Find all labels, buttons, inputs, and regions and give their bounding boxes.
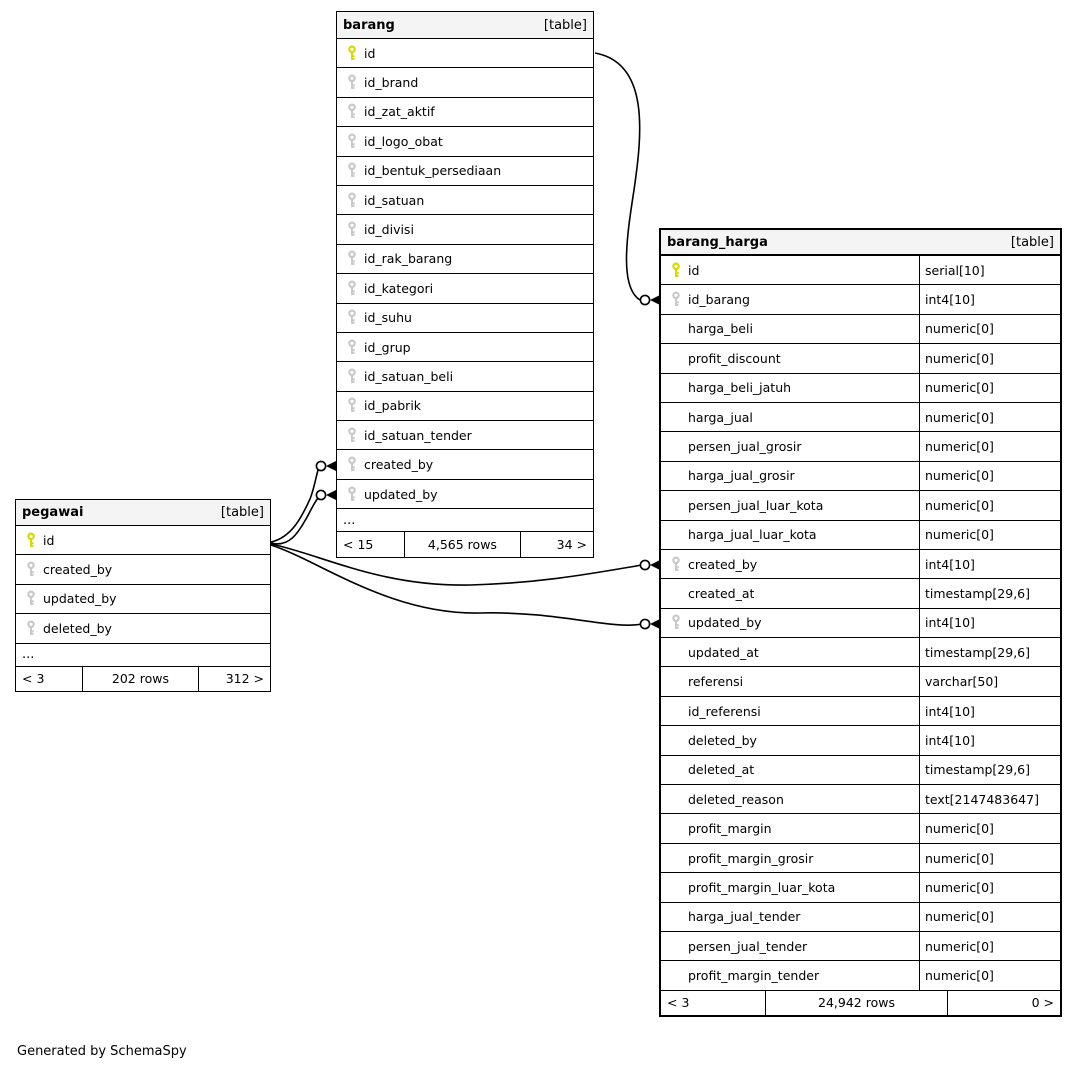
column-row-deleted_reason — [661, 785, 1060, 814]
footer-parents-count: 312 > — [225, 671, 264, 687]
footer-children-count: < 15 — [343, 537, 374, 553]
column-type: numeric[0] — [919, 462, 1060, 490]
column-type: timestamp[29,6] — [919, 756, 1060, 784]
column-type: numeric[0] — [919, 315, 1060, 343]
column-name: id_referensi — [688, 703, 761, 719]
foreign-key-icon — [342, 456, 362, 473]
foreign-key-icon — [342, 250, 362, 267]
column-name: persen_jual_tender — [688, 938, 808, 954]
column-type: int4[10] — [919, 285, 1060, 313]
column-type: int4[10] — [919, 697, 1060, 725]
column-name: deleted_reason — [688, 791, 784, 807]
column-row-id_logo_obat — [337, 127, 593, 156]
foreign-key-icon — [21, 620, 41, 637]
column-row-harga_beli_jatuh — [661, 374, 1060, 403]
foreign-key-icon — [342, 162, 362, 179]
column-name: profit_margin_luar_kota — [688, 879, 836, 895]
foreign-key-icon — [342, 486, 362, 503]
column-name: id_rak_barang — [364, 251, 453, 267]
column-row-id_satuan — [337, 186, 593, 215]
column-row-profit_margin_tender — [661, 961, 1060, 990]
column-type: numeric[0] — [919, 961, 1060, 989]
column-type: timestamp[29,6] — [919, 579, 1060, 607]
column-name: profit_margin — [688, 821, 772, 837]
footer-row-count: 24,942 rows — [765, 991, 949, 1015]
column-row-harga_jual_grosir — [661, 462, 1060, 491]
foreign-key-icon — [21, 590, 41, 607]
column-name: id_bentuk_persediaan — [364, 163, 502, 179]
column-type: numeric[0] — [919, 344, 1060, 372]
column-row-id_zat_aktif — [337, 98, 593, 127]
column-name: id_satuan_beli — [364, 368, 454, 384]
footer-row-count: 202 rows — [82, 667, 199, 691]
column-row-updated_by — [16, 585, 270, 614]
foreign-key-icon — [342, 221, 362, 238]
foreign-key-icon — [342, 103, 362, 120]
column-row-profit_margin — [661, 814, 1060, 843]
column-name: updated_by — [364, 486, 438, 502]
primary-key-icon — [21, 532, 41, 549]
column-row-id_divisi — [337, 215, 593, 244]
column-name: deleted_by — [688, 732, 757, 748]
column-row-id_satuan_tender — [337, 421, 593, 450]
column-name: id_kategori — [364, 280, 434, 296]
primary-key-icon — [666, 262, 686, 279]
column-row-created_by — [337, 450, 593, 479]
table-barang[interactable] — [336, 11, 594, 558]
column-name: id_logo_obat — [364, 133, 443, 149]
column-row-id_brand — [337, 68, 593, 97]
column-row-created_by — [661, 550, 1060, 579]
column-type: numeric[0] — [919, 521, 1060, 549]
column-row-id — [16, 526, 270, 555]
column-row-deleted_by — [16, 614, 270, 643]
column-type: numeric[0] — [919, 403, 1060, 431]
column-type: int4[10] — [919, 726, 1060, 754]
table-name[interactable]: barang_harga — [667, 234, 768, 250]
column-name: harga_beli — [688, 321, 753, 337]
column-row-updated_at — [661, 638, 1060, 667]
column-name: harga_beli_jatuh — [688, 380, 792, 396]
column-type: int4[10] — [919, 550, 1060, 578]
column-row-harga_jual_tender — [661, 903, 1060, 932]
column-row-id_satuan_beli — [337, 362, 593, 391]
table-header — [16, 500, 270, 526]
column-type: text[2147483647] — [919, 785, 1060, 813]
table-footer — [16, 667, 270, 691]
foreign-key-icon — [342, 397, 362, 414]
column-type: numeric[0] — [919, 491, 1060, 519]
generator-note: Generated by SchemaSpy — [17, 1044, 187, 1059]
column-row-id_suhu — [337, 304, 593, 333]
column-row-persen_jual_grosir — [661, 432, 1060, 461]
footer-row-count: 4,565 rows — [404, 532, 522, 557]
column-name: id_suhu — [364, 310, 412, 326]
footer-children-count: < 3 — [667, 995, 690, 1011]
table-header — [337, 12, 593, 39]
table-tag: [table] — [543, 17, 587, 33]
table-tag: [table] — [1010, 234, 1054, 250]
column-name: persen_jual_luar_kota — [688, 497, 824, 513]
column-row-created_by — [16, 555, 270, 584]
column-name: created_by — [688, 556, 758, 572]
open-dot — [316, 490, 325, 499]
column-type: timestamp[29,6] — [919, 638, 1060, 666]
column-name: id_barang — [688, 292, 750, 308]
column-type: numeric[0] — [919, 432, 1060, 460]
column-name: id_pabrik — [364, 398, 422, 414]
column-type: numeric[0] — [919, 873, 1060, 901]
column-name: created_by — [43, 562, 113, 578]
relationship-pegawai.id-to-barang.updated_by — [271, 490, 336, 544]
column-name: updated_by — [688, 615, 762, 631]
column-row-referensi — [661, 667, 1060, 696]
open-dot — [640, 619, 649, 628]
column-row-id_grup — [337, 333, 593, 362]
foreign-key-icon — [342, 427, 362, 444]
foreign-key-icon — [666, 556, 686, 573]
column-name: profit_discount — [688, 350, 781, 366]
column-name: id — [43, 532, 55, 548]
column-type: int4[10] — [919, 609, 1060, 637]
column-row-id_referensi — [661, 697, 1060, 726]
foreign-key-icon — [342, 192, 362, 209]
column-type: numeric[0] — [919, 844, 1060, 872]
primary-key-icon — [342, 45, 362, 62]
column-row-id — [661, 256, 1060, 285]
table-pegawai[interactable] — [15, 499, 271, 692]
column-name: created_by — [364, 457, 434, 473]
foreign-key-icon — [342, 368, 362, 385]
column-row-created_at — [661, 579, 1060, 608]
foreign-key-icon — [342, 309, 362, 326]
table-barang-harga[interactable] — [659, 228, 1062, 1017]
footer-parents-count: 34 > — [556, 537, 587, 553]
column-name: profit_margin_grosir — [688, 850, 814, 866]
more-columns-ellipsis: ... — [337, 509, 593, 532]
column-row-persen_jual_luar_kota — [661, 491, 1060, 520]
column-row-updated_by — [661, 609, 1060, 638]
foreign-key-icon — [342, 339, 362, 356]
table-name[interactable]: barang — [343, 17, 395, 33]
table-name[interactable]: pegawai — [22, 505, 84, 520]
column-name: id_zat_aktif — [364, 104, 435, 120]
open-dot — [316, 461, 325, 470]
table-footer — [661, 991, 1060, 1015]
column-row-persen_jual_tender — [661, 932, 1060, 961]
table-tag: [table] — [220, 505, 264, 520]
foreign-key-icon — [342, 133, 362, 150]
column-name: id_divisi — [364, 222, 414, 238]
column-row-id_bentuk_persediaan — [337, 157, 593, 186]
relationship-barang.id-to-barang_harga.id_barang — [595, 53, 660, 305]
column-name: id_satuan_tender — [364, 427, 472, 443]
relationship-pegawai.id-to-barang.created_by — [271, 461, 336, 542]
column-type: serial[10] — [919, 256, 1060, 284]
more-columns-ellipsis: ... — [16, 644, 270, 667]
column-name: persen_jual_grosir — [688, 439, 802, 455]
column-type: varchar[50] — [919, 667, 1060, 695]
foreign-key-icon — [342, 280, 362, 297]
column-name: id_brand — [364, 75, 419, 91]
column-name: profit_margin_tender — [688, 968, 820, 984]
crow-arrowhead — [326, 490, 336, 500]
column-row-updated_by — [337, 480, 593, 509]
column-name: id — [364, 45, 376, 61]
column-row-id — [337, 39, 593, 68]
column-row-harga_jual — [661, 403, 1060, 432]
foreign-key-icon — [342, 74, 362, 91]
column-name: id_grup — [364, 339, 411, 355]
column-name: referensi — [688, 674, 744, 690]
column-name: id — [688, 262, 700, 278]
column-row-id_rak_barang — [337, 245, 593, 274]
column-name: deleted_at — [688, 762, 755, 778]
column-name: updated_by — [43, 591, 117, 607]
table-header — [661, 230, 1060, 256]
crow-arrowhead — [326, 461, 336, 471]
column-name: created_at — [688, 585, 755, 601]
column-type: numeric[0] — [919, 932, 1060, 960]
column-row-profit_margin_grosir — [661, 844, 1060, 873]
column-name: harga_jual_grosir — [688, 468, 795, 484]
column-row-id_kategori — [337, 274, 593, 303]
foreign-key-icon — [666, 614, 686, 631]
column-type: numeric[0] — [919, 814, 1060, 842]
column-row-harga_beli — [661, 315, 1060, 344]
column-row-deleted_at — [661, 756, 1060, 785]
column-row-deleted_by — [661, 726, 1060, 755]
column-type: numeric[0] — [919, 903, 1060, 931]
column-name: harga_jual — [688, 409, 753, 425]
column-name: harga_jual_luar_kota — [688, 527, 817, 543]
column-row-id_pabrik — [337, 392, 593, 421]
foreign-key-icon — [21, 561, 41, 578]
column-name: id_satuan — [364, 192, 425, 208]
column-row-profit_discount — [661, 344, 1060, 373]
foreign-key-icon — [666, 291, 686, 308]
column-name: deleted_by — [43, 620, 112, 636]
column-row-profit_margin_luar_kota — [661, 873, 1060, 902]
column-name: harga_jual_tender — [688, 909, 801, 925]
column-type: numeric[0] — [919, 374, 1060, 402]
column-row-id_barang — [661, 285, 1060, 314]
column-name: updated_at — [688, 644, 759, 660]
footer-children-count: < 3 — [22, 671, 45, 687]
column-row-harga_jual_luar_kota — [661, 521, 1060, 550]
open-dot — [640, 295, 649, 304]
footer-parents-count: 0 > — [1031, 995, 1054, 1011]
open-dot — [640, 560, 649, 569]
table-footer — [337, 532, 593, 557]
